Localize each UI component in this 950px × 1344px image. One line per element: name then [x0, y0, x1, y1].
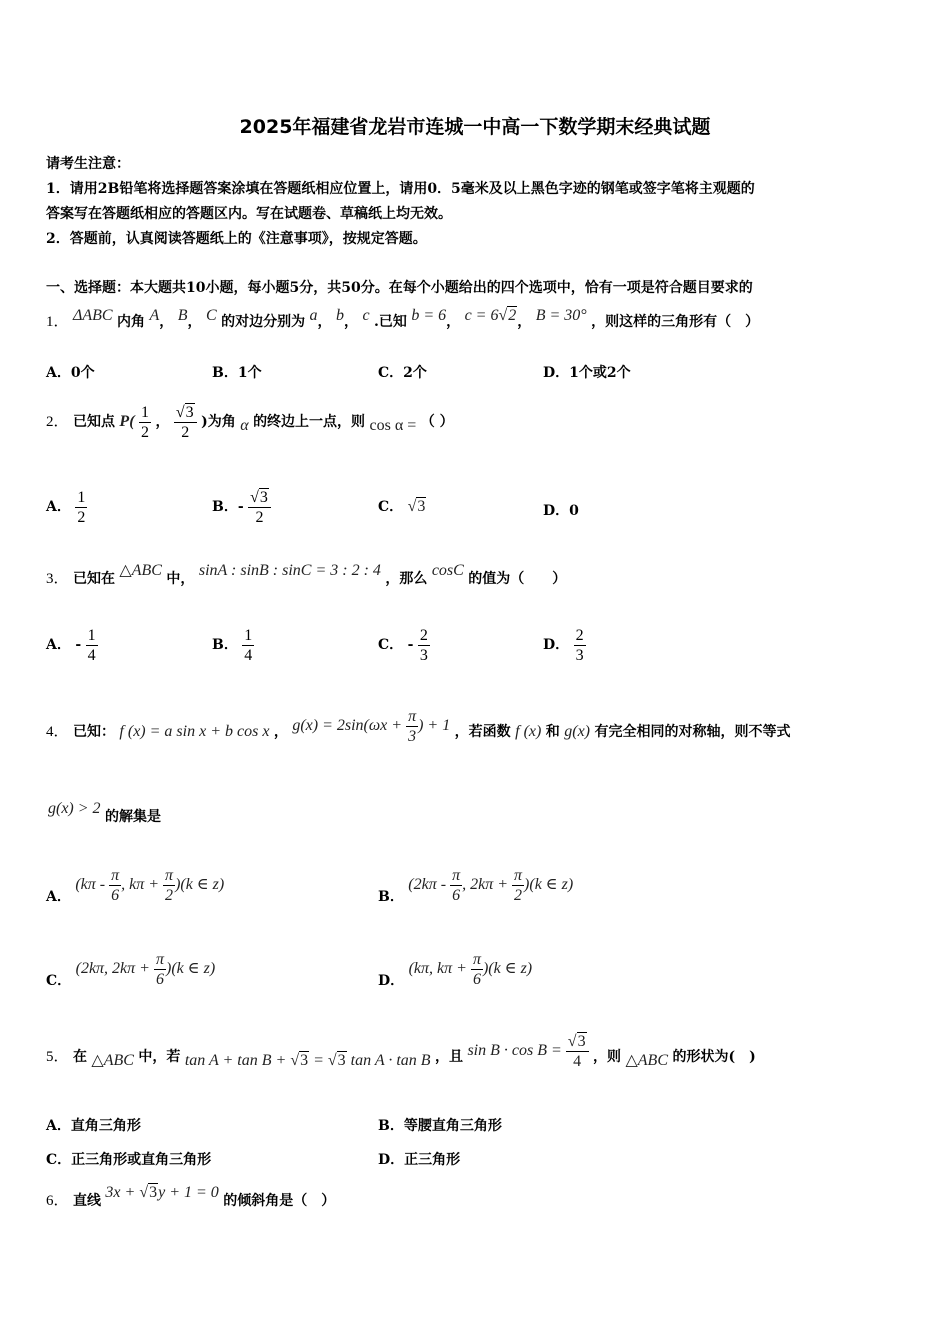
- option-d[interactable]: D． $\frac{2}{3}$: [543, 626, 584, 664]
- math-line-equation: 3x + √3y + 1 = 0: [105, 1184, 219, 1201]
- question-text: ，那么: [385, 571, 428, 587]
- math-cos-c: cosC: [431, 562, 464, 579]
- question-text: 已知在: [72, 571, 115, 587]
- notice-line-1b: 答案写在答题纸相应的答题区内。写在试题卷、草稿纸上均无效。: [46, 206, 452, 222]
- notice-line-2: 2．答题前，认真阅读答题纸上的《注意事项》，按规定答题。: [46, 231, 427, 247]
- question-text: 内角: [117, 314, 146, 330]
- question-text: ，且: [434, 1049, 463, 1065]
- option-d[interactable]: D．1个或2个: [543, 365, 631, 381]
- option-b[interactable]: B． (2kπ - $\frac{\pi}{6}$ , 2kπ + $\frac{\pi}{2}$ )(k ∈ z): [378, 866, 574, 905]
- option-b[interactable]: B．1个: [212, 365, 262, 381]
- question-text: .已知: [374, 314, 407, 330]
- option-c[interactable]: C． (2kπ, 2kπ + $\frac{\pi}{6}$ )(k ∈ z): [46, 950, 216, 989]
- option-b[interactable]: B．- $\frac{√3}{2}$: [212, 482, 271, 532]
- option-c[interactable]: C．正三角形或直角三角形: [46, 1152, 212, 1168]
- math-inequality: g(x) > 2: [48, 800, 101, 817]
- fraction: $\frac{1}{2}$: [77, 488, 86, 526]
- question-text: 已知：: [72, 724, 115, 740]
- option-a[interactable]: A． (kπ - $\frac{\pi}{6}$ , kπ + $\frac{\pi}{2}$ )(k ∈ z): [46, 866, 225, 905]
- math-triangle: △ABC: [625, 1052, 668, 1069]
- question-number: 1．: [46, 314, 69, 330]
- question-number: 5．: [46, 1049, 69, 1065]
- question-text: 中，: [166, 571, 195, 587]
- math-triangle: ΔABC: [72, 307, 113, 324]
- math-gx: g(x): [564, 723, 590, 740]
- option-a[interactable]: A．直角三角形: [46, 1118, 141, 1134]
- question-number: 2．: [46, 414, 69, 430]
- math-condition-c: c = 6√2: [464, 307, 517, 324]
- option-a[interactable]: A． $\frac{1}{2}$: [46, 488, 86, 526]
- math-angle-a: A: [149, 307, 160, 324]
- question-text: 已知点: [72, 414, 115, 430]
- math-f-definition: f (x) = a sin x + b cos x: [119, 723, 270, 740]
- math-angle-b: B: [177, 307, 188, 324]
- math-cos-alpha: cos α =: [369, 417, 417, 434]
- notice-heading: 请考生注意：: [46, 156, 130, 172]
- question-4: 4． 已知： f (x) = a sin x + b cos x ， g(x) = 2sin(ωx + $\frac{\pi}{3}$ ) + 1 ，若函数 f (x) 和 g(x) 有完全相同的对称轴，则不等式: [46, 707, 791, 745]
- math-angle-c: C: [205, 307, 217, 324]
- question-text: 的解集是: [105, 809, 162, 825]
- question-text: 的值为（ ）: [468, 571, 567, 587]
- math-point-p: P(: [119, 413, 135, 430]
- question-text: 的终边上一点，则: [253, 414, 366, 430]
- question-text: （ ）: [420, 414, 454, 430]
- fraction: $\frac{√3}{2}$: [248, 488, 271, 527]
- question-number: 4．: [46, 724, 69, 740]
- option-a[interactable]: A． - $\frac{1}{4}$: [46, 626, 96, 664]
- math-triangle: △ABC: [119, 562, 162, 579]
- question-1: 1． ΔABC 内角 A， B， C 的对边分别为 a， b， c .已知 b = 6， c = 6√2， B = 30° ，则这样的三角形有（ ）: [46, 307, 760, 330]
- fraction: $\frac{1}{4}$: [244, 626, 253, 664]
- math-alpha: α: [240, 417, 249, 434]
- question-text: 在: [72, 1049, 87, 1065]
- fraction: $\frac{2}{3}$: [419, 626, 428, 664]
- question-text: )为角: [201, 414, 236, 430]
- question-text: ，则: [593, 1049, 622, 1065]
- fraction-root3-over-2: $\frac{√3}{2}$: [174, 403, 197, 442]
- option-c[interactable]: C． - $\frac{2}{3}$: [378, 626, 428, 664]
- math-fx: f (x): [515, 723, 542, 740]
- question-text: 和: [545, 724, 560, 740]
- math-condition-b: b = 6: [411, 307, 447, 324]
- question-text: ，则这样的三角形有（ ）: [591, 314, 760, 330]
- question-number: 6．: [46, 1193, 69, 1209]
- question-4-continued: [48, 800, 161, 834]
- question-text: 直线: [72, 1193, 101, 1209]
- option-c[interactable]: C．2个: [378, 365, 427, 381]
- question-text: ，若函数: [454, 724, 511, 740]
- math-condition-angle: B = 30°: [535, 307, 587, 324]
- fraction: $\frac{1}{4}$: [87, 626, 96, 664]
- math-tangent-equation: tan A + tan B + √3 = √3 tan A · tan B: [184, 1052, 431, 1069]
- question-text: 中，若: [138, 1049, 181, 1065]
- math-root: √3: [407, 498, 426, 515]
- notice-line-1: 1．请用2B铅笔将选择题答案涂填在答题纸相应位置上，请用0．5毫米及以上黑色字迹的钢笔或签字笔将主观题的: [46, 181, 755, 197]
- option-d[interactable]: D．正三角形: [378, 1152, 461, 1168]
- math-side-b: b: [335, 307, 344, 324]
- question-text: 有完全相同的对称轴，则不等式: [594, 724, 791, 740]
- question-3: [46, 559, 566, 599]
- question-5: [46, 1030, 756, 1084]
- page-title: 2025年福建省龙岩市连城一中高一下数学期末经典试题: [239, 116, 711, 138]
- math-side-a: a: [309, 307, 318, 324]
- question-text: 的形状为( ): [672, 1049, 756, 1065]
- math-g-definition: g(x) = 2sin(ωx + $\frac{\pi}{3}$ ) + 1: [292, 707, 451, 745]
- section-heading: 一、选择题：本大题共10小题，每小题5分，共50分。在每个小题给出的四个选项中，恰有一项是符合题目要求的: [46, 280, 753, 296]
- math-sine-ratio: sinA : sinB : sinC = 3 : 2 : 4: [198, 562, 381, 579]
- option-d[interactable]: D．0: [543, 503, 579, 519]
- question-text: 的倾斜角是（ ）: [223, 1193, 336, 1209]
- question-text: 的对边分别为: [221, 314, 306, 330]
- question-6: [46, 1181, 335, 1221]
- option-d[interactable]: D． (kπ, kπ + $\frac{\pi}{6}$ )(k ∈ z): [378, 950, 533, 989]
- math-sin-cos-product: sin B · cos B = $\frac{√3}{4}$: [467, 1042, 588, 1059]
- fraction: $\frac{2}{3}$: [575, 626, 584, 664]
- fraction-one-half: $\frac{1}{2}$: [140, 403, 149, 441]
- option-b[interactable]: B． $\frac{1}{4}$: [212, 626, 253, 664]
- math-side-c: c: [362, 307, 370, 324]
- question-2: 2． 已知点 P( $\frac{1}{2}$ ， $\frac{√3}{2}$ )为角 α 的终边上一点，则 cos α = （ ）: [46, 403, 454, 441]
- question-number: 3．: [46, 571, 69, 587]
- option-b[interactable]: B．等腰直角三角形: [378, 1118, 502, 1134]
- option-a[interactable]: A．0个: [46, 365, 95, 381]
- math-triangle: △ABC: [91, 1052, 134, 1069]
- option-c[interactable]: C． √3: [378, 498, 426, 515]
